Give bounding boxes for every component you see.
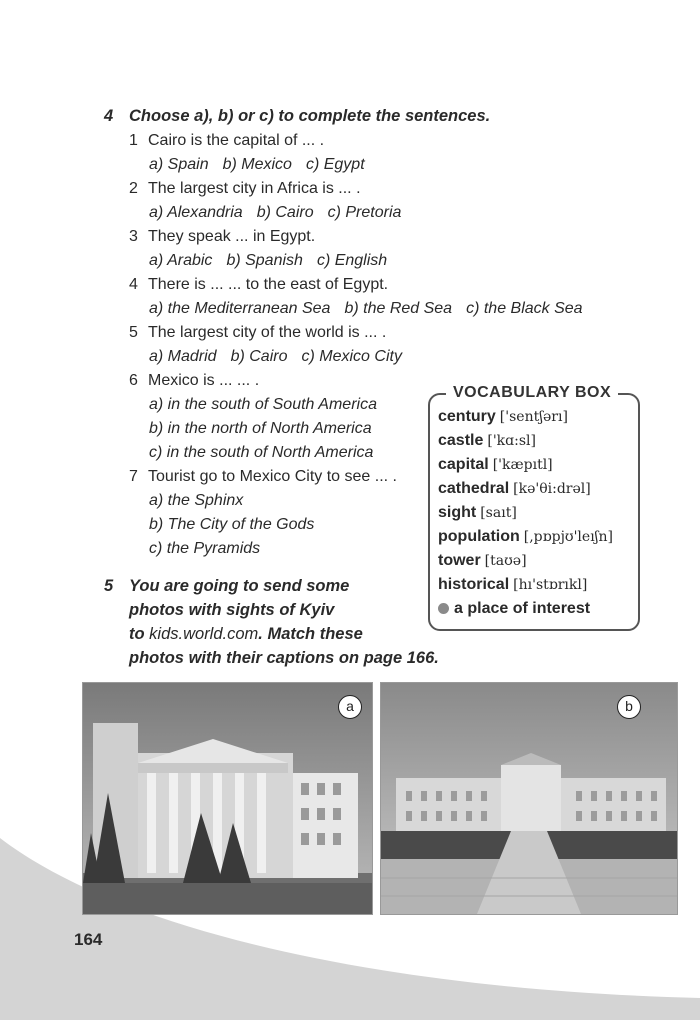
question-3-options xyxy=(149,252,401,270)
vocab-entry: capital ['kæpıtl] xyxy=(438,456,553,473)
option: b) Spanish xyxy=(226,252,303,269)
question-1: 1 Cairo is the capital of ... . xyxy=(129,132,325,149)
vocab-entry: cathedral [kə'θi:drəl] xyxy=(438,480,591,497)
question-6-option-a: a) in the south of South America xyxy=(149,396,377,413)
question-7-option-a: a) the Sphinx xyxy=(149,492,244,509)
exercise-instruction: Choose a), b) or c) to complete the sentences. xyxy=(129,107,491,125)
question-5-options xyxy=(149,348,416,366)
option: c) Pretoria xyxy=(327,204,402,221)
option: c) Mexico City xyxy=(301,348,402,365)
question-7-option-b: b) The City of the Gods xyxy=(149,516,315,533)
vocab-phrase: a place of interest xyxy=(438,600,590,618)
exercise-5-line-2: photos with sights of Kyiv xyxy=(129,601,335,619)
photo-b xyxy=(380,682,678,915)
question-1-options xyxy=(149,156,379,174)
website-link[interactable]: kids.world.com xyxy=(149,625,259,643)
option: a) Madrid xyxy=(149,348,217,365)
exercise-5-line-1: You are going to send some xyxy=(129,577,350,595)
option: a) Arabic xyxy=(149,252,213,269)
page-number: 164 xyxy=(74,930,103,949)
question-4: 4 There is ... ... to the east of Egypt. xyxy=(129,276,389,293)
question-2-options xyxy=(149,204,415,222)
vocabulary-box-title: VOCABULARY BOX xyxy=(446,384,618,402)
option: c) the Black Sea xyxy=(466,300,583,317)
question-2: 2 The largest city in Africa is ... . xyxy=(129,180,361,197)
exercise-5-line-4: photos with their captions on page 166. xyxy=(129,649,439,667)
vocab-entry: sight [saıt] xyxy=(438,504,517,521)
vocab-entry: tower [taʊə] xyxy=(438,552,527,569)
vocab-entry: population [,pɒpjʊ'leıʃn] xyxy=(438,528,613,545)
question-3: 3 They speak ... in Egypt. xyxy=(129,228,316,245)
photo-b-label: b xyxy=(617,695,641,719)
option: b) the Red Sea xyxy=(344,300,453,317)
exercise-5-line-3: to kids.world.com. Match these xyxy=(129,625,363,643)
exercise-number: 4 xyxy=(104,107,114,125)
question-6: 6 Mexico is ... ... . xyxy=(129,372,260,389)
option: b) Cairo xyxy=(256,204,314,221)
vocab-entry: century ['sentʃərı] xyxy=(438,408,568,425)
vocab-entry: historical [hı'stɒrıkl] xyxy=(438,576,588,593)
question-6-option-c: c) in the south of North America xyxy=(149,444,374,461)
option: c) Egypt xyxy=(305,156,365,173)
question-5: 5 The largest city of the world is ... . xyxy=(129,324,387,341)
question-6-option-b: b) in the north of North America xyxy=(149,420,372,437)
question-4-options xyxy=(149,300,597,318)
photo-a-image xyxy=(83,683,372,914)
option: a) Alexandria xyxy=(149,204,243,221)
exercise-number: 5 xyxy=(104,577,114,595)
photo-a-label: a xyxy=(338,695,362,719)
photo-a xyxy=(82,682,373,915)
option: b) Cairo xyxy=(230,348,288,365)
vocab-entry: castle ['kɑ:sl] xyxy=(438,432,536,449)
option: b) Mexico xyxy=(222,156,292,173)
option: a) Spain xyxy=(149,156,209,173)
question-7: 7 Tourist go to Mexico City to see ... . xyxy=(129,468,397,485)
option: c) English xyxy=(316,252,388,269)
bullet-icon xyxy=(438,603,449,614)
question-7-option-c: c) the Pyramids xyxy=(149,540,261,557)
option: a) the Mediterranean Sea xyxy=(149,300,331,317)
vocabulary-box xyxy=(428,384,640,631)
